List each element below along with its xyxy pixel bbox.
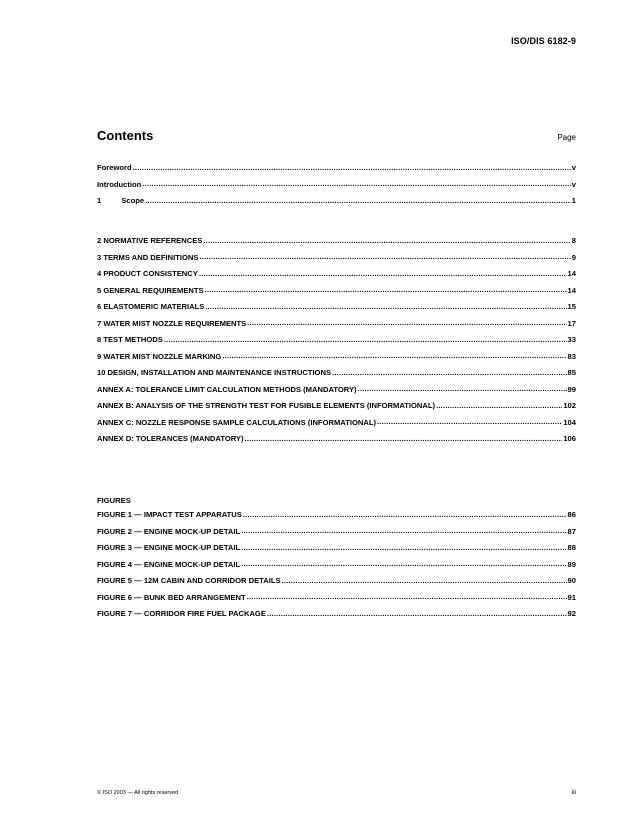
toc-entry-page: 14 <box>567 285 576 295</box>
toc-entry-title: Introduction <box>97 179 142 189</box>
toc-entry[interactable] <box>97 319 576 336</box>
toc-entry[interactable] <box>97 418 576 435</box>
figure-entry-page: 90 <box>567 576 576 585</box>
toc-entry[interactable] <box>97 368 576 385</box>
figure-entry[interactable] <box>97 560 576 577</box>
toc-entry-page: 17 <box>567 318 576 328</box>
toc-dot-leader <box>145 196 571 205</box>
figure-entry-title: FIGURE 2 — ENGINE MOCK-UP DETAIL <box>97 526 241 536</box>
figure-entry[interactable] <box>97 576 576 593</box>
toc-entry-page: 85 <box>567 368 576 377</box>
toc-dot-leader <box>199 252 570 261</box>
toc-entry-title: 9 WATER MIST NOZZLE MARKING <box>97 351 222 361</box>
toc-dot-leader <box>282 576 567 585</box>
toc-entry-page: 102 <box>563 401 576 410</box>
toc-entry[interactable] <box>97 335 576 352</box>
toc-dot-leader <box>267 609 567 618</box>
toc-entry-title: 6 ELASTOMERIC MATERIALS <box>97 302 205 311</box>
toc-entry[interactable] <box>97 196 576 213</box>
figure-entry-title: FIGURE 7 — CORRIDOR FIRE FUEL PACKAGE <box>97 609 266 618</box>
toc-entry-page: v <box>571 179 576 189</box>
toc-entry-page: 106 <box>563 434 576 443</box>
figure-entry-title: FIGURE 3 — ENGINE MOCK-UP DETAIL <box>97 543 241 552</box>
figures-heading: FIGURES <box>97 496 131 505</box>
toc-entry-title: Foreword <box>97 163 132 172</box>
toc-entry-title: ANNEX C: NOZZLE RESPONSE SAMPLE CALCULATIONS (INFORMATIONAL) <box>97 417 376 427</box>
contents-page-label: Page <box>557 133 576 142</box>
toc-entry-title: 5 GENERAL REQUIREMENTS <box>97 285 204 295</box>
toc-entry[interactable] <box>97 236 576 253</box>
toc-entry-title: ANNEX A: TOLERANCE LIMIT CALCULATION METHODS (MANDATORY) <box>97 384 357 394</box>
toc-entry-page: 14 <box>567 269 576 278</box>
figure-entry-page: 87 <box>567 526 576 536</box>
figure-entry-title: FIGURE 5 — 12M CABIN AND CORRIDOR DETAILS <box>97 576 281 585</box>
contents-title: Contents <box>97 128 154 143</box>
toc-dot-leader <box>241 559 566 568</box>
toc-entry-title: Scope <box>121 196 145 205</box>
figure-entry-title: FIGURE 6 — BUNK BED ARRANGEMENT <box>97 592 246 602</box>
toc-entry[interactable] <box>97 434 576 451</box>
toc-dot-leader <box>243 510 567 519</box>
toc-dot-leader <box>358 384 567 393</box>
toc-entry[interactable] <box>97 385 576 402</box>
figure-entry[interactable] <box>97 593 576 610</box>
toc-entry[interactable] <box>97 302 576 319</box>
toc-dot-leader <box>245 434 563 443</box>
figure-entry-title: FIGURE 4 — ENGINE MOCK-UP DETAIL <box>97 559 241 569</box>
toc-entry[interactable] <box>97 401 576 418</box>
figure-entry[interactable] <box>97 510 576 527</box>
toc-dot-leader <box>222 351 566 360</box>
toc-front-matter <box>97 163 576 213</box>
toc-dot-leader <box>436 401 562 410</box>
toc-entry-title: 7 WATER MIST NOZZLE REQUIREMENTS <box>97 318 247 328</box>
toc-dot-leader <box>203 236 570 245</box>
toc-dot-leader <box>332 368 567 377</box>
toc-dot-leader <box>205 285 567 294</box>
toc-entry[interactable] <box>97 180 576 197</box>
toc-entry[interactable] <box>97 269 576 286</box>
toc-entry-title: 4 PRODUCT CONSISTENCY <box>97 269 198 278</box>
toc-entry-number: 1 <box>97 196 102 205</box>
toc-entry-page: 99 <box>567 384 576 394</box>
figure-entry-page: 88 <box>567 543 576 552</box>
toc-dot-leader <box>377 417 562 426</box>
figure-entry-page: 89 <box>567 559 576 569</box>
toc-entry-page: 33 <box>567 335 576 344</box>
toc-dot-leader <box>164 335 567 344</box>
toc-dot-leader <box>142 179 570 188</box>
toc-dot-leader <box>247 592 567 601</box>
footer-copyright: © ISO 2003 — All rights reserved <box>97 790 179 796</box>
figure-entry-title: FIGURE 1 — IMPACT TEST APPARATUS <box>97 510 242 519</box>
toc-figures-list <box>97 510 576 626</box>
figure-entry-page: 91 <box>567 592 576 602</box>
toc-dot-leader <box>199 269 567 278</box>
toc-main-sections <box>97 236 576 451</box>
figure-entry[interactable] <box>97 543 576 560</box>
toc-entry-page: 104 <box>563 417 576 427</box>
toc-entry-title: 10 DESIGN, INSTALLATION AND MAINTENANCE INSTRUCTIONS <box>97 368 332 377</box>
toc-entry-page: 15 <box>567 302 576 311</box>
toc-entry-page: 8 <box>571 236 576 245</box>
toc-entry[interactable] <box>97 163 576 180</box>
toc-entry-title: 8 TEST METHODS <box>97 335 163 344</box>
toc-dot-leader <box>241 526 566 535</box>
toc-entry-title: ANNEX B: ANALYSIS OF THE STRENGTH TEST FOR FUSIBLE ELEMENTS (INFORMATIONAL) <box>97 401 436 410</box>
toc-entry[interactable] <box>97 352 576 369</box>
toc-entry-title: ANNEX D: TOLERANCES (MANDATORY) <box>97 434 244 443</box>
toc-entry-page: 9 <box>571 252 576 262</box>
figure-entry[interactable] <box>97 609 576 626</box>
toc-entry-title: 2 NORMATIVE REFERENCES <box>97 236 203 245</box>
toc-entry[interactable] <box>97 253 576 270</box>
toc-entry-page: 1 <box>571 196 576 205</box>
toc-dot-leader <box>205 302 566 311</box>
toc-entry-page: v <box>571 163 576 172</box>
figure-entry-page: 92 <box>567 609 576 618</box>
toc-entry-page: 83 <box>567 351 576 361</box>
figure-entry-page: 86 <box>567 510 576 519</box>
toc-dot-leader <box>241 543 566 552</box>
toc-entry[interactable] <box>97 286 576 303</box>
toc-dot-leader <box>247 318 566 327</box>
toc-entry-title: 3 TERMS AND DEFINITIONS <box>97 252 199 262</box>
footer-page-number: iii <box>571 789 576 796</box>
figure-entry[interactable] <box>97 527 576 544</box>
document-reference: ISO/DIS 6182-9 <box>511 36 576 46</box>
toc-dot-leader <box>133 163 571 172</box>
